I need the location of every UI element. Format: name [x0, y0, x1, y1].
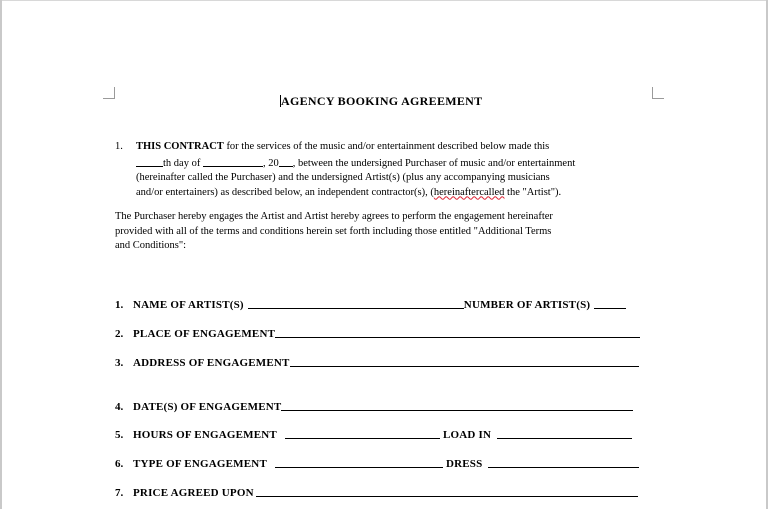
contract-label: THIS CONTRACT: [136, 141, 224, 152]
field-label: DATE(S) OF ENGAGEMENT: [133, 401, 282, 413]
field-hours-of-engagement: [115, 426, 632, 442]
line-2-c: , between the undersigned Purchaser of music and/or entertainment: [292, 157, 576, 169]
field-price-agreed-upon: [115, 484, 638, 500]
line-4-c: the "Artist").: [504, 186, 562, 198]
field-number: 1.: [115, 299, 124, 311]
title-text: AGENCY BOOKING AGREEMENT: [281, 94, 483, 108]
margin-corner-mark-right: [652, 87, 664, 99]
line-4-a: and/or entertainers) as described below, an independent contractor(s), (: [136, 186, 434, 198]
field-label: PRICE AGREED UPON: [133, 487, 254, 499]
line-2-a: th day of: [163, 157, 201, 169]
field-label-secondary: NUMBER OF ARTIST(S): [463, 299, 591, 311]
section-1-line-2: [136, 155, 656, 172]
field-label-secondary: LOAD IN: [442, 429, 492, 441]
spelling-flagged-word: hereinaftercalled: [433, 186, 505, 198]
month-blank[interactable]: [203, 155, 263, 167]
field-place-of-engagement: [115, 325, 640, 341]
field-name-of-artists: [115, 296, 626, 312]
engagement-line-1: The Purchaser hereby engages the Artist and Artist hereby agrees to perform the engagement hereinafter: [115, 211, 553, 222]
dates-blank[interactable]: [281, 398, 633, 411]
field-type-of-engagement: [115, 455, 639, 471]
price-blank[interactable]: [256, 484, 638, 497]
field-number: 3.: [115, 357, 124, 369]
address-blank[interactable]: [290, 354, 639, 367]
field-dates-of-engagement: [115, 398, 633, 414]
line-2-b: , 20: [262, 157, 279, 169]
field-label: NAME OF ARTIST(S): [133, 299, 244, 311]
field-label: PLACE OF ENGAGEMENT: [133, 328, 276, 340]
field-number: 2.: [115, 328, 124, 340]
field-label: ADDRESS OF ENGAGEMENT: [133, 357, 290, 369]
field-number: 4.: [115, 401, 124, 413]
field-label-secondary: DRESS: [445, 458, 483, 470]
section-1-paragraph: [136, 140, 656, 200]
field-label: TYPE OF ENGAGEMENT: [133, 458, 267, 470]
engagement-line-2: provided with all of the terms and conditions herein set forth including those entitled "Additional Terms: [115, 225, 552, 237]
engagement-line-3: and Conditions":: [115, 240, 187, 251]
section-1-number: 1.: [115, 141, 123, 152]
line-1-rest: for the services of the music and/or entertainment described below made this: [226, 141, 550, 152]
field-number: 6.: [115, 458, 124, 470]
field-label: HOURS OF ENGAGEMENT: [133, 429, 277, 441]
dress-blank[interactable]: [488, 455, 639, 468]
type-blank[interactable]: [275, 455, 443, 468]
field-number: 7.: [115, 487, 124, 499]
load-in-blank[interactable]: [497, 426, 632, 439]
field-address-of-engagement: [115, 354, 639, 370]
engagement-paragraph: [115, 210, 655, 254]
field-number: 5.: [115, 429, 124, 441]
section-1-line-3: (hereinafter called the Purchaser) and the undersigned Artist(s) (plus any accompanying musicians: [136, 172, 550, 183]
hours-blank[interactable]: [285, 426, 440, 439]
year-blank[interactable]: [279, 155, 293, 167]
margin-corner-mark-left: [103, 87, 115, 99]
day-blank[interactable]: [136, 155, 163, 167]
section-1-line-4: [136, 186, 656, 201]
artist-count-blank[interactable]: [594, 296, 626, 309]
section-1-line-1: [136, 140, 656, 155]
artist-name-blank[interactable]: [248, 296, 464, 309]
place-blank[interactable]: [275, 325, 640, 338]
document-title: [280, 94, 482, 109]
